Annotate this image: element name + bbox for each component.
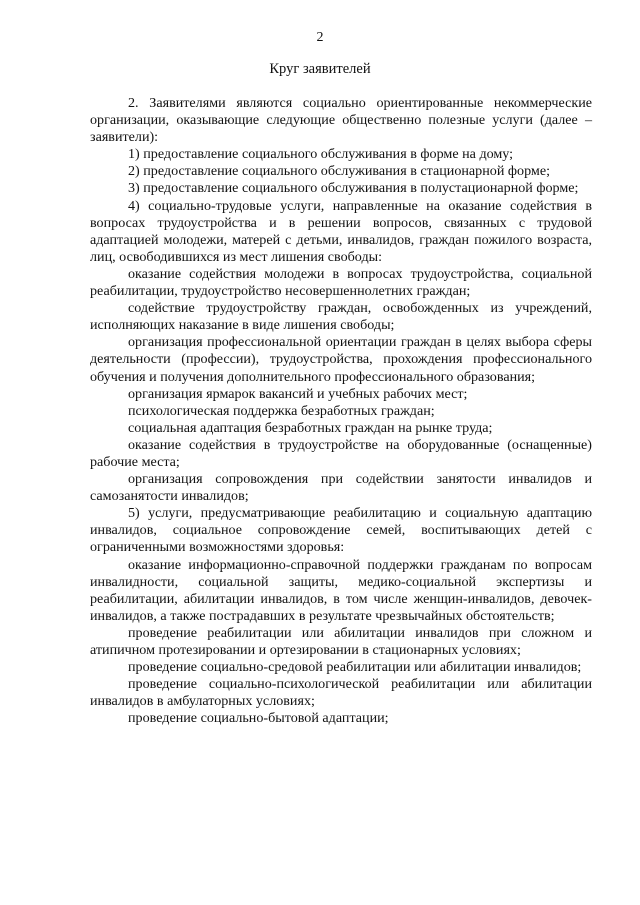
sub-item: оказание информационно-справочной поддержки гражданам по вопросам инвалидности, социальной защиты, медико-социальной экспертизы и реабилитации, абилитации инвалидов, в том числе женщин-инвалидов, девочек-инвалидов, а также пострадавших в результате чрезвычайных обстоятельств; [90, 556, 592, 624]
list-item: 4) социально-трудовые услуги, направленные на оказание содействия в вопросах трудоустройства и в решении вопросов, связанных с трудовой адаптацией молодежи, матерей с детьми, инвалидов, граждан пожилого возраста, лиц, освободившихся из мест лишения свободы: [90, 197, 592, 265]
sub-item: оказание содействия в трудоустройстве на оборудованные (оснащенные) рабочие места; [90, 436, 592, 470]
list-item: 5) услуги, предусматривающие реабилитацию и социальную адаптацию инвалидов, социальное сопровождение семей, воспитывающих детей с ограниченными возможностями здоровья: [90, 505, 592, 556]
sub-item: проведение социально-психологической реабилитации или абилитации инвалидов в амбулаторных условиях; [90, 676, 592, 710]
sub-item: оказание содействия молодежи в вопросах трудоустройства, социальной реабилитации, трудоустройство несовершеннолетних граждан; [90, 265, 592, 300]
sub-item: содействие трудоустройству граждан, освобожденных из учреждений, исполняющих наказание в виде лишения свободы; [90, 300, 592, 334]
sub-item: психологическая поддержка безработных граждан; [128, 402, 435, 419]
sub-item: организация ярмарок вакансий и учебных рабочих мест; [128, 385, 468, 402]
list-item: 3) предоставление социального обслуживания в полустационарной форме; [128, 180, 579, 197]
paragraph-intro: 2. Заявителями являются социально ориентированные некоммерческие организации, оказывающие следующие общественно полезные услуги (далее – заявители): [90, 95, 592, 146]
sub-item: социальная адаптация безработных граждан на рынке труда; [128, 419, 493, 436]
sub-item: проведение социально-средовой реабилитации или абилитации инвалидов; [128, 659, 582, 676]
list-item: 1) предоставление социального обслуживания в форме на дому; [128, 146, 514, 163]
sub-item: организация профессиональной ориентации граждан в целях выбора сферы деятельности (профессии), трудоустройства, прохождения профессионального обучения и получения дополнительного профессионального образования; [90, 334, 592, 385]
page-number: 2 [316, 30, 324, 45]
list-item: 2) предоставление социального обслуживания в стационарной форме; [128, 163, 550, 180]
document-body [90, 95, 592, 727]
sub-item: проведение реабилитации или абилитации инвалидов при сложном и атипичном протезировании и ортезировании в стационарных условиях; [90, 624, 592, 658]
section-heading: Круг заявителей [269, 61, 371, 77]
sub-item: проведение социально-бытовой адаптации; [128, 710, 389, 727]
sub-item: организация сопровождения при содействии занятости инвалидов и самозанятости инвалидов; [90, 471, 592, 505]
